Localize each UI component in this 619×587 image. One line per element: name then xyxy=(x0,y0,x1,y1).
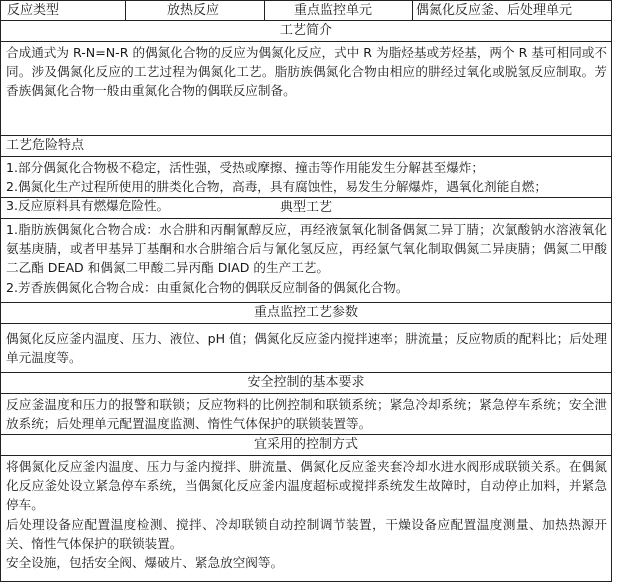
control-list xyxy=(1,456,611,582)
monitor-unit-label: 重点监控单元 xyxy=(294,3,373,18)
safety-title: 安全控制的基本要求 xyxy=(247,375,365,390)
control-item: 将偶氮化反应釜内温度、压力与釜内搅拌、肼流量、偶氮化反应釜夹套冷却水进水阀形成联锁关系。在偶氮化反应釜处设立紧急停车系统，当偶氮化反应釜内温度超标或搅拌系统发生故障时，自动停止加料，并紧急停车。 xyxy=(6,459,607,513)
typical-item: 1.脂肪族偶氮化合物合成：水合肼和丙酮氰醇反应，再经液氯氧化制备偶氮二异丁腈；次氯酸钠水溶液氧化氨基庚腈，或者甲基异丁基酮和水合肼缩合后与氰化氢反应，再经氯气氧化制取偶氮二异庚腈；偶氮二甲酸二乙酯 DEAD 和偶氮二甲酸二异丙酯 DIAD 的生产工艺。 xyxy=(6,222,607,276)
intro-title: 工艺简介 xyxy=(279,23,332,38)
intro-text xyxy=(1,42,611,110)
reaction-type-label: 反应类型 xyxy=(7,3,60,18)
hazard-item: 2.偶氮化生产过程所使用的肼类化合物，高毒，具有腐蚀性，易发生分解爆炸，遇氧化剂能自燃； xyxy=(6,179,547,195)
params-paragraph: 偶氮化反应釜内温度、压力、液位、pH 值；偶氮化反应釜内搅拌速率；肼流量；反应物质的配料比；后处理单元温度等。 xyxy=(6,331,607,366)
hazard-item: 3.反应原料具有燃爆危险性。 xyxy=(6,198,170,214)
control-item: 安全设施，包括安全阀、爆破片、紧急放空阀等。 xyxy=(6,555,284,571)
params-title: 重点监控工艺参数 xyxy=(253,305,358,320)
intro-paragraph: 合成通式为 R-N=N-R 的偶氮化合物的反应为偶氮化反应，式中 R 为脂烃基或芳烃基，两个 R 基可相同或不同。涉及偶氮化反应的工艺过程为偶氮化工艺。脂肪族偶氮化合物由相应的肼经过氧化或脱氢反应制取。芳香族偶氮化合物一般由重氮化合物的偶联反应制备。 xyxy=(6,45,607,99)
params-text xyxy=(1,328,611,370)
control-item: 后处理设备应配置温度检测、搅拌、冷却联锁自动控制调节装置，干燥设备应配置温度测量、加热热源开关、惰性气体保护的联锁装置。 xyxy=(6,516,607,551)
safety-text xyxy=(1,394,611,434)
reaction-type-value: 放热反应 xyxy=(167,3,220,18)
typical-item: 2.芳香族偶氮化合物合成：由重氮化合物的偶联反应制备的偶氮化合物。 xyxy=(6,279,409,295)
typical-title: 典型工艺 xyxy=(279,200,332,215)
hazards-title: 工艺危险特点 xyxy=(6,138,85,153)
header-row xyxy=(1,1,611,20)
control-title: 宜采用的控制方式 xyxy=(253,437,358,452)
hazard-item: 1.部分偶氮化合物极不稳定，活性强，受热或摩擦、撞击等作用能发生分解甚至爆炸； xyxy=(6,160,484,175)
safety-paragraph: 反应釜温度和压力的报警和联锁；反应物料的比例控制和联锁系统；紧急冷却系统；紧急停车系统；安全泄放系统；后处理单元配置温度监测、惰性气体保护的联锁装置等。 xyxy=(6,397,607,432)
monitor-unit-value: 偶氮化反应釜、后处理单元 xyxy=(416,3,573,18)
typical-list xyxy=(1,219,611,299)
